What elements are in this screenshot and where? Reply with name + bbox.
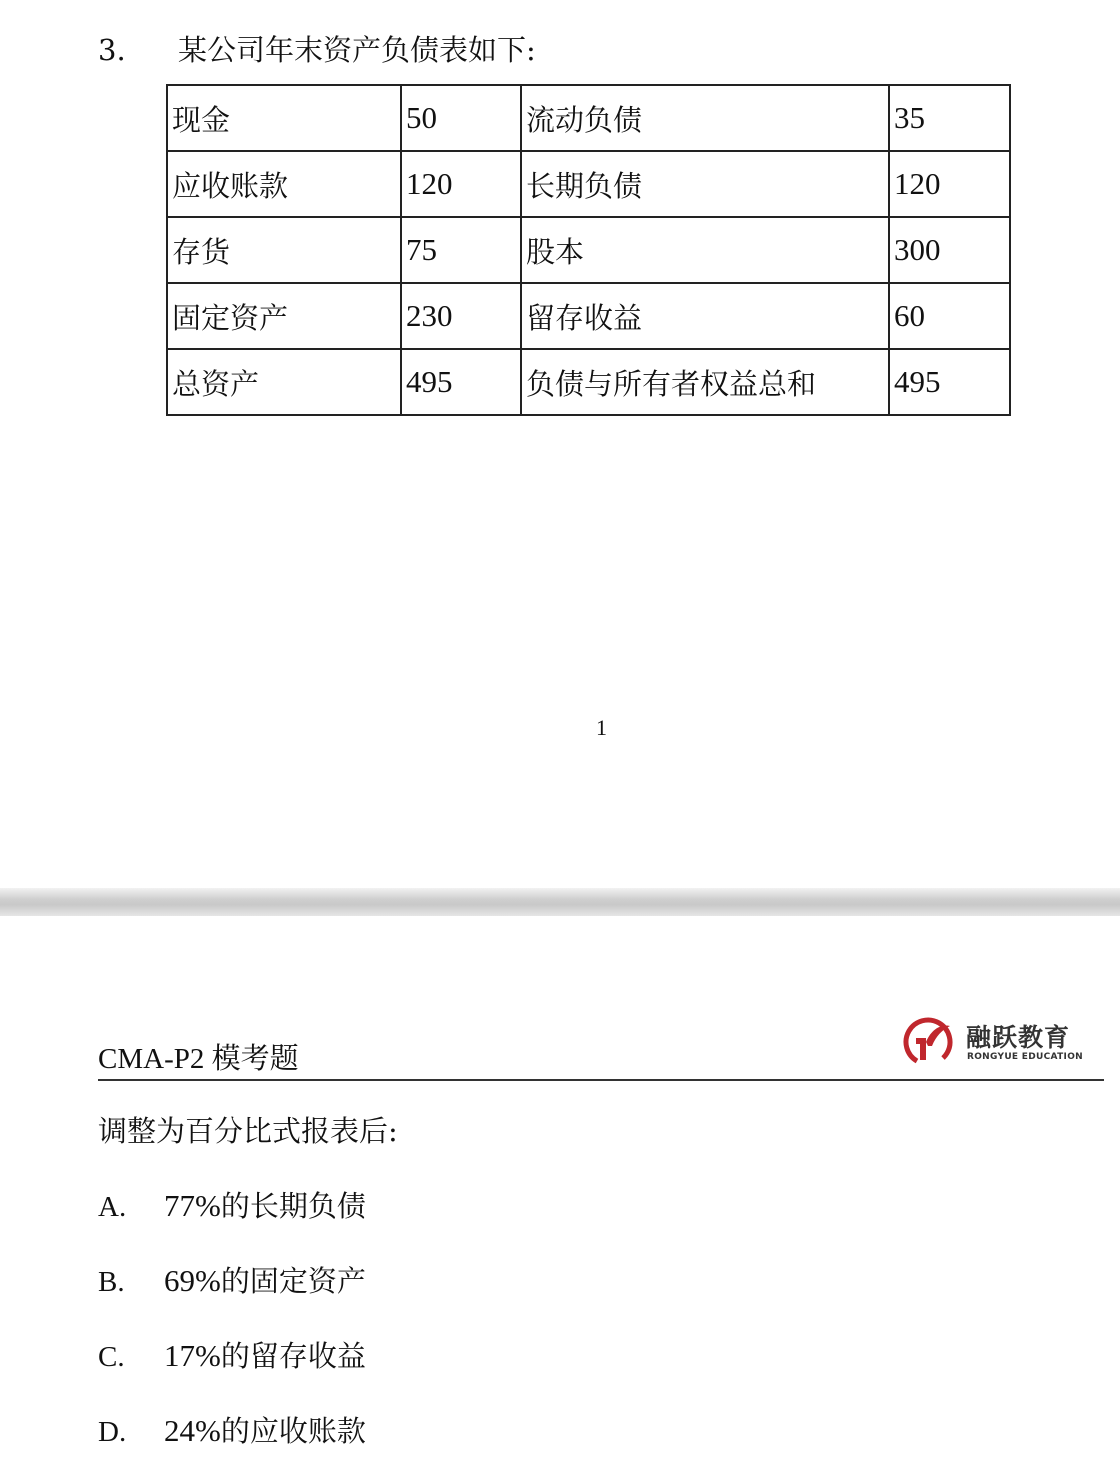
question-line — [98, 28, 536, 69]
logo-text-cn: 融跃教育 — [966, 1023, 1071, 1052]
question-number: 3. — [98, 33, 126, 67]
page-number: 1 — [596, 715, 607, 740]
liability-value: 120 — [889, 151, 1010, 217]
table-row — [167, 283, 1010, 349]
option-percent: 69% — [164, 1263, 221, 1298]
asset-value: 230 — [401, 283, 521, 349]
liability-value: 60 — [889, 283, 1010, 349]
table-row — [167, 349, 1010, 415]
question-text: 某公司年末资产负债表如下: — [178, 33, 536, 67]
option-d — [98, 1409, 366, 1450]
table-row — [167, 151, 1010, 217]
option-letter: A. — [98, 1191, 127, 1223]
option-a — [98, 1184, 366, 1225]
brand-logo — [902, 1016, 1082, 1072]
option-text: 的留存收益 — [220, 1339, 366, 1373]
liability-label: 股本 — [521, 217, 889, 283]
option-text: 的长期负债 — [220, 1189, 366, 1223]
option-percent: 24% — [164, 1413, 221, 1448]
option-text: 的固定资产 — [220, 1264, 366, 1298]
liability-label: 长期负债 — [521, 151, 889, 217]
asset-label: 应收账款 — [167, 151, 401, 217]
header-title: CMA-P2 模考题 — [98, 1043, 299, 1075]
page-2 — [0, 916, 1120, 1480]
asset-value: 120 — [401, 151, 521, 217]
question-prompt: 调整为百分比式报表后: — [98, 1114, 398, 1148]
liability-label: 流动负债 — [521, 85, 889, 151]
page-separator — [0, 888, 1120, 916]
liability-value: 300 — [889, 217, 1010, 283]
liability-label: 留存收益 — [521, 283, 889, 349]
table-row — [167, 217, 1010, 283]
option-b — [98, 1259, 366, 1300]
balance-sheet-table — [166, 84, 1011, 416]
logo-mark-icon — [902, 1016, 954, 1068]
option-text: 的应收账款 — [220, 1414, 366, 1448]
liability-value: 35 — [889, 85, 1010, 151]
asset-value: 50 — [401, 85, 521, 151]
asset-label: 总资产 — [167, 349, 401, 415]
option-letter: C. — [98, 1341, 125, 1373]
asset-label: 现金 — [167, 85, 401, 151]
header-divider — [98, 1079, 1104, 1081]
table-row — [167, 85, 1010, 151]
option-letter: B. — [98, 1266, 125, 1298]
asset-value: 495 — [401, 349, 521, 415]
asset-value: 75 — [401, 217, 521, 283]
logo-text-en: RONGYUE EDUCATION — [967, 1052, 1083, 1062]
asset-label: 存货 — [167, 217, 401, 283]
option-percent: 17% — [164, 1338, 221, 1373]
liability-label: 负债与所有者权益总和 — [521, 349, 889, 415]
option-letter: D. — [98, 1416, 127, 1448]
option-percent: 77% — [164, 1188, 221, 1223]
liability-value: 495 — [889, 349, 1010, 415]
option-c — [98, 1334, 366, 1375]
asset-label: 固定资产 — [167, 283, 401, 349]
